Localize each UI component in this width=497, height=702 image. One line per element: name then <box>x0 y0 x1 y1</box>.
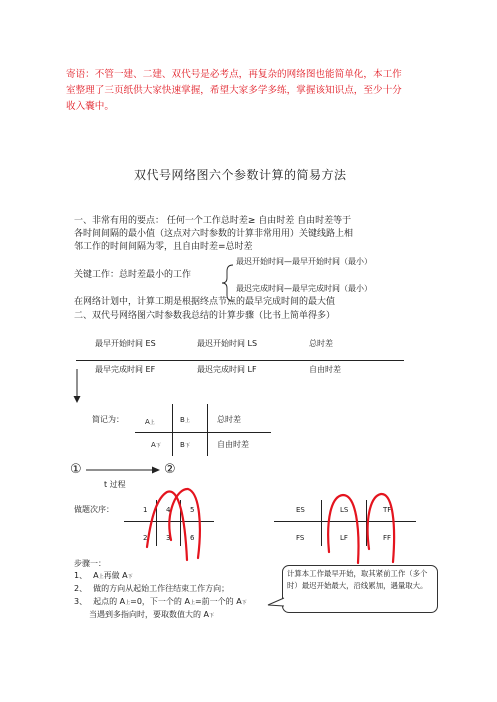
callout-note: 计算本工作最早开始，取其紧前工作（多个时）最迟开始最大，沿线累加，遇量取大。 <box>282 565 438 613</box>
right-es: ES <box>296 506 305 514</box>
section2-heading: 二、双代号网络图六时参数我总结的计算步骤（比书上简单得多） <box>74 311 336 321</box>
order-label: 做题次序： <box>74 505 114 514</box>
section1-line2: 各时间间隔的最小值（这点对六时参数的计算非常用用）关键线路上相 <box>74 229 354 239</box>
right-lf: LF <box>340 534 348 542</box>
table-ls: 最迟开始时间 LS <box>197 339 258 348</box>
order-6: 6 <box>190 534 195 542</box>
brace-bottom-text: 最迟完成时间—最早完成时间（最小） <box>236 284 372 293</box>
right-ls: LS <box>340 506 349 514</box>
t-process-label: t 过程 <box>104 480 126 489</box>
brace-icon <box>222 265 233 301</box>
node-arrow-head <box>152 467 160 474</box>
order-5: 5 <box>190 506 195 514</box>
red-loop-3 <box>328 495 358 563</box>
step-2: 2、 做的方向从起始工作往结束工作方向； <box>74 584 230 593</box>
red-loop-1 <box>147 491 187 560</box>
order-2: 2 <box>143 534 148 542</box>
steps-heading: 步骤一： <box>74 559 106 568</box>
table-tf: 总时差 <box>309 339 333 348</box>
section1-line1: 一、非常有用的要点： 任何一个工作总时差≥ 自由时差 自由时差等于 <box>74 216 352 226</box>
right-ff: FF <box>383 534 392 542</box>
step-1: 1、 A上再做 A下 <box>74 571 133 580</box>
abbrev-free-float: 自由时差 <box>217 440 249 449</box>
order-4: 4 <box>166 506 171 514</box>
order-1: 1 <box>143 506 148 514</box>
brace-top-text: 最迟开始时间—最早开始时间（最小） <box>236 257 372 266</box>
red-loop-4 <box>368 494 394 562</box>
right-fs: FS <box>296 534 305 542</box>
order-3: 3 <box>166 534 171 542</box>
right-tf: TF <box>383 506 392 514</box>
abbrev-b-bottom: B下 <box>180 441 190 449</box>
node-2: ② <box>164 462 176 477</box>
intro-text: 寄语：不管一建、二建、双代号是必考点，再复杂的网络图也能简单化，本工作室整理了三页纸供大家快速掌握，希望大家多学多练，掌握该知识点，至少十分收入囊中。 <box>66 69 402 112</box>
node-1: ① <box>70 462 82 477</box>
key-work-label: 关键工作：总时差最小的工作 <box>74 270 192 280</box>
step-3-note: 当遇到多指向时，要取数值大的 A下 <box>89 610 215 619</box>
table-ff: 自由时差 <box>309 365 341 374</box>
section1-line4: 在网络计划中，计算工期是根据终点节点的最早完成时间的最大值 <box>74 297 336 307</box>
abbrev-a-top: A上 <box>145 418 155 426</box>
abbrev-a-bottom: A下 <box>151 441 161 449</box>
abbrev-label: 简记为： <box>92 415 124 424</box>
section1-line3: 邻工作的时间间隔为零，且自由时差=总时差 <box>74 242 253 252</box>
table-lf: 最迟完成时间 LF <box>197 365 257 374</box>
page-title: 双代号网络图六个参数计算的简易方法 <box>134 168 347 182</box>
abbrev-b-top: B上 <box>180 416 190 424</box>
table-ef: 最早完成时间 EF <box>95 365 156 374</box>
callout-pointer <box>268 598 284 606</box>
step-3: 3、 起点的 A上=0，下一个的 A上=前一个的 A下 <box>74 597 247 606</box>
abbrev-total-float: 总时差 <box>217 415 241 424</box>
down-arrow-head <box>74 396 81 403</box>
table-es: 最早开始时间 ES <box>95 339 156 348</box>
